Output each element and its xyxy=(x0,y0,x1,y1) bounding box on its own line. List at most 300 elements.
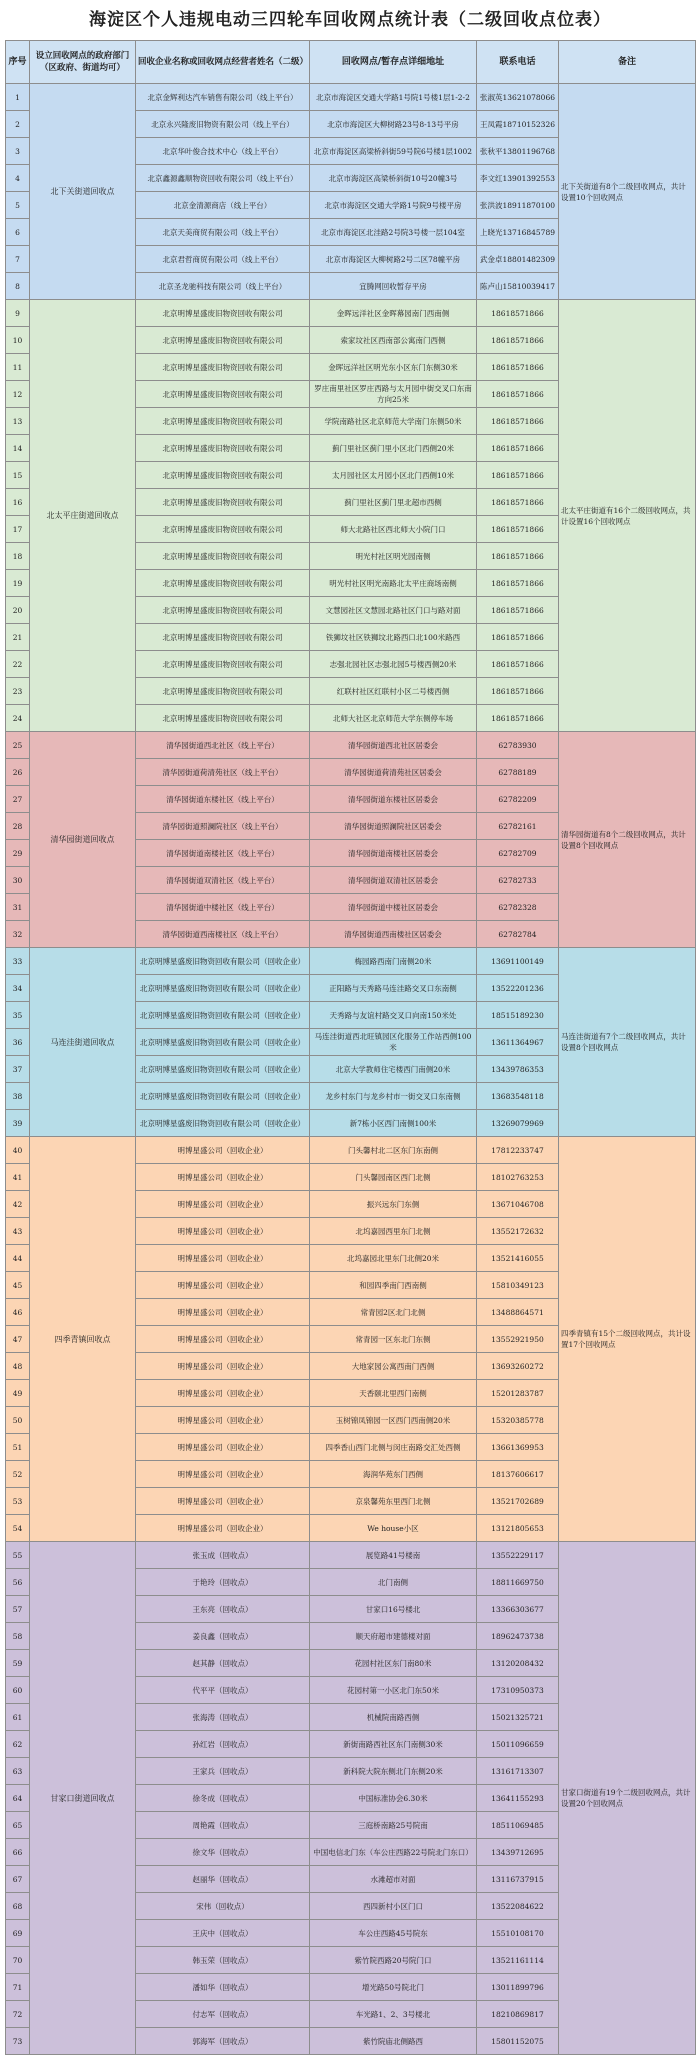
cell-seq: 7 xyxy=(6,246,30,273)
cell-dept: 北下关街道回收点 xyxy=(30,84,136,300)
cell-seq: 37 xyxy=(6,1056,30,1083)
cell-seq: 49 xyxy=(6,1380,30,1407)
cell-seq: 65 xyxy=(6,1812,30,1839)
cell-phone: 13521416055 xyxy=(477,1245,559,1272)
cell-company: 明博星盛公司（回收企业） xyxy=(136,1380,310,1407)
header-row xyxy=(6,41,696,84)
cell-company: 于艳玲（回收点） xyxy=(136,1569,310,1596)
header-address: 回收网点/暂存点详细地址 xyxy=(310,41,477,84)
cell-phone: 18515189230 xyxy=(477,1002,559,1029)
header-seq: 序号 xyxy=(6,41,30,84)
cell-seq: 70 xyxy=(6,1947,30,1974)
cell-phone: 13693260272 xyxy=(477,1353,559,1380)
cell-phone: 18210869817 xyxy=(477,2001,559,2028)
cell-address: 中国电信北门东（车公庄西路22号院北门东口） xyxy=(310,1839,477,1866)
cell-address: 甘家口16号楼北 xyxy=(310,1596,477,1623)
cell-seq: 36 xyxy=(6,1029,30,1056)
cell-company: 北京明博星盛废旧物资回收有限公司 xyxy=(136,435,310,462)
cell-seq: 8 xyxy=(6,273,30,300)
cell-remark: 清华园街道有8个二级回收网点，共计设置8个回收网点 xyxy=(559,732,696,948)
cell-address: 北京市海淀区高梁桥斜街10号20幢3号 xyxy=(310,165,477,192)
cell-seq: 59 xyxy=(6,1650,30,1677)
cell-phone: 15011096659 xyxy=(477,1731,559,1758)
cell-company: 清华园街道双清社区（线上平台） xyxy=(136,867,310,894)
cell-phone: 15021325721 xyxy=(477,1704,559,1731)
cell-company: 北京明博星盛废旧物资回收有限公司 xyxy=(136,381,310,408)
cell-phone: 18618571866 xyxy=(477,543,559,570)
cell-address: 正阳路与天秀路马连洼路交叉口东南侧 xyxy=(310,975,477,1002)
cell-company: 清华园街道南楼社区（线上平台） xyxy=(136,840,310,867)
cell-address: 增光路50号院北门 xyxy=(310,1974,477,2001)
cell-phone: 13269079969 xyxy=(477,1110,559,1137)
cell-seq: 34 xyxy=(6,975,30,1002)
cell-address: 北坞嘉园北里东门北侧20米 xyxy=(310,1245,477,1272)
cell-address: 北京市海淀区大柳树路2号二区78幢平房 xyxy=(310,246,477,273)
cell-phone: 13366303677 xyxy=(477,1596,559,1623)
cell-company: 北京金清源商店（线上平台） xyxy=(136,192,310,219)
cell-seq: 56 xyxy=(6,1569,30,1596)
cell-company: 北京明博星盛废旧物资回收有限公司 xyxy=(136,516,310,543)
cell-address: 花园村社区东门南80米 xyxy=(310,1650,477,1677)
cell-phone: 17310950373 xyxy=(477,1677,559,1704)
cell-address: 清华园街道西南楼社区居委会 xyxy=(310,921,477,948)
cell-seq: 69 xyxy=(6,1920,30,1947)
cell-seq: 3 xyxy=(6,138,30,165)
cell-seq: 32 xyxy=(6,921,30,948)
cell-address: 文慧园社区文慧园北路社区门口与路对面 xyxy=(310,597,477,624)
cell-company: 北京永兴隆废旧物资有限公司（线上平台） xyxy=(136,111,310,138)
cell-address: 常青园一区东北门东侧 xyxy=(310,1326,477,1353)
cell-remark: 甘家口街道有19个二级回收网点，共计设置20个回收网点 xyxy=(559,1542,696,2055)
cell-company: 北京圣龙驰科技有限公司（线上平台） xyxy=(136,273,310,300)
cell-address: 清华园街道南楼社区居委会 xyxy=(310,840,477,867)
cell-company: 明博星盛公司（回收企业） xyxy=(136,1353,310,1380)
cell-phone: 62782709 xyxy=(477,840,559,867)
cell-seq: 5 xyxy=(6,192,30,219)
cell-phone: 18962473738 xyxy=(477,1623,559,1650)
cell-company: 明博星盛公司（回收企业） xyxy=(136,1326,310,1353)
cell-address: 罗庄南里社区罗庄西路与太月园中街交叉口东南方向25米 xyxy=(310,381,477,408)
cell-phone: 15510108170 xyxy=(477,1920,559,1947)
cell-seq: 46 xyxy=(6,1299,30,1326)
cell-seq: 15 xyxy=(6,462,30,489)
cell-address: 北京市海淀区高梁桥斜街59号院6号楼1层1002 xyxy=(310,138,477,165)
cell-company: 北京明博星盛废旧物资回收有限公司 xyxy=(136,570,310,597)
cell-address: 紫竹院庙北侧路西 xyxy=(310,2028,477,2055)
cell-seq: 38 xyxy=(6,1083,30,1110)
cell-company: 清华园街道东楼社区（线上平台） xyxy=(136,786,310,813)
cell-seq: 68 xyxy=(6,1893,30,1920)
header-phone: 联系电话 xyxy=(477,41,559,84)
cell-phone: 张淑英13621078066 xyxy=(477,84,559,111)
cell-seq: 61 xyxy=(6,1704,30,1731)
cell-seq: 10 xyxy=(6,327,30,354)
cell-company: 明博星盛公司（回收企业） xyxy=(136,1434,310,1461)
cell-company: 清华园街道荷清苑社区（线上平台） xyxy=(136,759,310,786)
cell-phone: 62783930 xyxy=(477,732,559,759)
cell-address: 海润华苑东门西侧 xyxy=(310,1461,477,1488)
cell-address: 金晖远洋社区明光东小区东门东侧30米 xyxy=(310,354,477,381)
cell-phone: 13552229117 xyxy=(477,1542,559,1569)
cell-phone: 18618571866 xyxy=(477,327,559,354)
cell-dept: 清华园街道回收点 xyxy=(30,732,136,948)
cell-phone: 18618571866 xyxy=(477,408,559,435)
cell-seq: 60 xyxy=(6,1677,30,1704)
cell-company: 北京明博星盛废旧物资回收有限公司 xyxy=(136,462,310,489)
cell-phone: 张洪波18911870100 xyxy=(477,192,559,219)
cell-phone: 62782784 xyxy=(477,921,559,948)
cell-address: 门头馨村北二区东门东南侧 xyxy=(310,1137,477,1164)
cell-address: 新街南路西社区东门南侧30米 xyxy=(310,1731,477,1758)
cell-company: 张玉成（回收点） xyxy=(136,1542,310,1569)
cell-phone: 18618571866 xyxy=(477,624,559,651)
cell-seq: 52 xyxy=(6,1461,30,1488)
cell-phone: 62782733 xyxy=(477,867,559,894)
cell-address: 天秀路与友谊村路交叉口向南150米处 xyxy=(310,1002,477,1029)
cell-address: 金晖远洋社区金晖幕园南门西南侧 xyxy=(310,300,477,327)
cell-seq: 29 xyxy=(6,840,30,867)
table-row xyxy=(6,1542,696,1569)
cell-remark: 四季青镇有15个二级回收网点，共计设置17个回收网点 xyxy=(559,1137,696,1542)
cell-company: 明博星盛公司（回收企业） xyxy=(136,1299,310,1326)
cell-company: 张海涛（回收点） xyxy=(136,1704,310,1731)
cell-address: 清华园街道照澜院社区居委会 xyxy=(310,813,477,840)
cell-phone: 13671046708 xyxy=(477,1191,559,1218)
cell-phone: 李文红13901392553 xyxy=(477,165,559,192)
cell-seq: 40 xyxy=(6,1137,30,1164)
cell-seq: 23 xyxy=(6,678,30,705)
cell-seq: 51 xyxy=(6,1434,30,1461)
cell-address: 铁狮坟社区铁狮坟北路西口北100米路西 xyxy=(310,624,477,651)
cell-company: 徐文华（回收点） xyxy=(136,1839,310,1866)
cell-address: 师大北路社区西北师大小院门口 xyxy=(310,516,477,543)
cell-company: 北京明博星盛废旧物资回收有限公司（回收企业） xyxy=(136,1056,310,1083)
cell-seq: 20 xyxy=(6,597,30,624)
cell-phone: 18618571866 xyxy=(477,462,559,489)
cell-company: 明博星盛公司（回收企业） xyxy=(136,1245,310,1272)
cell-company: 北京鑫源鑫顺物资回收有限公司（线上平台） xyxy=(136,165,310,192)
header-dept: 设立回收网点的政府部门（区政府、街道均可） xyxy=(30,41,136,84)
cell-company: 北京明博星盛废旧物资回收有限公司（回收企业） xyxy=(136,948,310,975)
cell-phone: 13522201236 xyxy=(477,975,559,1002)
cell-company: 明博星盛公司（回收企业） xyxy=(136,1137,310,1164)
cell-address: 北京市海淀区交通大学路1号院1号楼1层1-2-2 xyxy=(310,84,477,111)
header-remark: 备注 xyxy=(559,41,696,84)
cell-phone: 18618571866 xyxy=(477,678,559,705)
cell-phone: 13641155293 xyxy=(477,1785,559,1812)
cell-address: 蓟门里社区蓟门里北超市西侧 xyxy=(310,489,477,516)
cell-phone: 17812233747 xyxy=(477,1137,559,1164)
cell-phone: 18102763253 xyxy=(477,1164,559,1191)
cell-phone: 18618571866 xyxy=(477,435,559,462)
cell-company: 北京明博星盛废旧物资回收有限公司 xyxy=(136,489,310,516)
cell-address: 车光路1、2、3号楼北 xyxy=(310,2001,477,2028)
cell-phone: 13611364967 xyxy=(477,1029,559,1056)
cell-seq: 2 xyxy=(6,111,30,138)
cell-seq: 1 xyxy=(6,84,30,111)
cell-address: 北师大社区北京师范大学东侧停车场 xyxy=(310,705,477,732)
cell-seq: 14 xyxy=(6,435,30,462)
cell-company: 清华园街道西北社区（线上平台） xyxy=(136,732,310,759)
cell-address: We house小区 xyxy=(310,1515,477,1542)
cell-address: 三庭桥南路25号院南 xyxy=(310,1812,477,1839)
cell-address: 西四新村小区门口 xyxy=(310,1893,477,1920)
cell-address: 北京市海淀区交通大学路1号院9号楼平房 xyxy=(310,192,477,219)
cell-company: 姜良鑫（回收点） xyxy=(136,1623,310,1650)
cell-company: 北京明博星盛废旧物资回收有限公司 xyxy=(136,543,310,570)
cell-address: 太月园社区太月园小区北门西侧10米 xyxy=(310,462,477,489)
cell-address: 明光村社区明光园南侧 xyxy=(310,543,477,570)
cell-seq: 21 xyxy=(6,624,30,651)
cell-company: 王庆中（回收点） xyxy=(136,1920,310,1947)
cell-phone: 13121805653 xyxy=(477,1515,559,1542)
cell-address: 大地家园公寓西南门西侧 xyxy=(310,1353,477,1380)
recycling-point-table xyxy=(5,40,696,2055)
cell-phone: 13439786353 xyxy=(477,1056,559,1083)
cell-phone: 62782161 xyxy=(477,813,559,840)
cell-phone: 13011899796 xyxy=(477,1974,559,2001)
cell-seq: 18 xyxy=(6,543,30,570)
cell-address: 北坞嘉园西里东门北侧 xyxy=(310,1218,477,1245)
cell-address: 玉树锦凤锦园一区西门西南侧20米 xyxy=(310,1407,477,1434)
cell-seq: 62 xyxy=(6,1731,30,1758)
cell-remark: 北太平庄街道有16个二级回收网点，共计设置16个回收网点 xyxy=(559,300,696,732)
cell-address: 和园四季南门西南侧 xyxy=(310,1272,477,1299)
cell-phone: 13488864571 xyxy=(477,1299,559,1326)
cell-company: 徐冬成（回收点） xyxy=(136,1785,310,1812)
cell-company: 郭海军（回收点） xyxy=(136,2028,310,2055)
cell-phone: 18618571866 xyxy=(477,489,559,516)
cell-phone: 武金卓18801482309 xyxy=(477,246,559,273)
table-row xyxy=(6,84,696,111)
cell-address: 清华园街道荷清苑社区居委会 xyxy=(310,759,477,786)
cell-company: 明博星盛公司（回收企业） xyxy=(136,1461,310,1488)
cell-address: 北京市海淀区大柳树路23号8-13号平房 xyxy=(310,111,477,138)
cell-phone: 15201283787 xyxy=(477,1380,559,1407)
cell-address: 清华园街道西北社区居委会 xyxy=(310,732,477,759)
cell-seq: 28 xyxy=(6,813,30,840)
cell-seq: 6 xyxy=(6,219,30,246)
cell-dept: 马连洼街道回收点 xyxy=(30,948,136,1137)
cell-seq: 41 xyxy=(6,1164,30,1191)
cell-phone: 18618571866 xyxy=(477,705,559,732)
cell-address: 水滩超市对面 xyxy=(310,1866,477,1893)
cell-seq: 42 xyxy=(6,1191,30,1218)
table-row xyxy=(6,300,696,327)
cell-company: 北京明博星盛废旧物资回收有限公司 xyxy=(136,408,310,435)
cell-company: 孙红岩（回收点） xyxy=(136,1731,310,1758)
cell-company: 清华园街道西南楼社区（线上平台） xyxy=(136,921,310,948)
cell-address: 新科院大院东侧北门东侧20米 xyxy=(310,1758,477,1785)
cell-seq: 73 xyxy=(6,2028,30,2055)
cell-address: 马连洼街道西北旺镇园区化服务工作站西侧100米 xyxy=(310,1029,477,1056)
cell-company: 北京明博星盛废旧物资回收有限公司 xyxy=(136,354,310,381)
cell-address: 清华园街道双清社区居委会 xyxy=(310,867,477,894)
cell-company: 北京君哲商贸有限公司（线上平台） xyxy=(136,246,310,273)
cell-phone: 13439712695 xyxy=(477,1839,559,1866)
cell-address: 展览路41号楼南 xyxy=(310,1542,477,1569)
cell-company: 北京明博星盛废旧物资回收有限公司（回收企业） xyxy=(136,1110,310,1137)
cell-seq: 55 xyxy=(6,1542,30,1569)
cell-seq: 58 xyxy=(6,1623,30,1650)
cell-company: 北京明博星盛废旧物资回收有限公司 xyxy=(136,300,310,327)
cell-seq: 25 xyxy=(6,732,30,759)
cell-company: 北京明博星盛废旧物资回收有限公司 xyxy=(136,624,310,651)
cell-phone: 62788189 xyxy=(477,759,559,786)
cell-address: 龙乡村东门与龙乡村市一街交叉口东南侧 xyxy=(310,1083,477,1110)
cell-seq: 47 xyxy=(6,1326,30,1353)
table-row xyxy=(6,1137,696,1164)
cell-address: 清华园街道东楼社区居委会 xyxy=(310,786,477,813)
cell-company: 北京金辉利达汽车销售有限公司（线上平台） xyxy=(136,84,310,111)
cell-seq: 30 xyxy=(6,867,30,894)
cell-seq: 66 xyxy=(6,1839,30,1866)
cell-seq: 31 xyxy=(6,894,30,921)
cell-address: 北门南侧 xyxy=(310,1569,477,1596)
cell-company: 王东亮（回收点） xyxy=(136,1596,310,1623)
cell-phone: 62782209 xyxy=(477,786,559,813)
cell-address: 红联村社区红联村小区二号楼西侧 xyxy=(310,678,477,705)
cell-company: 北京明博星盛废旧物资回收有限公司 xyxy=(136,678,310,705)
cell-company: 潘如华（回收点） xyxy=(136,1974,310,2001)
table-row xyxy=(6,948,696,975)
cell-company: 代平平（回收点） xyxy=(136,1677,310,1704)
cell-company: 北京明博星盛废旧物资回收有限公司 xyxy=(136,327,310,354)
cell-seq: 71 xyxy=(6,1974,30,2001)
cell-company: 赵丽华（回收点） xyxy=(136,1866,310,1893)
cell-company: 北京华叶俊合技术中心（线上平台） xyxy=(136,138,310,165)
cell-company: 付志军（回收点） xyxy=(136,2001,310,2028)
cell-company: 北京明博星盛废旧物资回收有限公司 xyxy=(136,651,310,678)
cell-address: 宜腾网回收暂存平房 xyxy=(310,273,477,300)
cell-phone: 18618571866 xyxy=(477,381,559,408)
cell-phone: 13552172632 xyxy=(477,1218,559,1245)
cell-phone: 13522084622 xyxy=(477,1893,559,1920)
cell-phone: 15320385778 xyxy=(477,1407,559,1434)
cell-phone: 13521702689 xyxy=(477,1488,559,1515)
cell-seq: 24 xyxy=(6,705,30,732)
cell-phone: 15801152075 xyxy=(477,2028,559,2055)
cell-address: 机械院南路西侧 xyxy=(310,1704,477,1731)
cell-dept: 甘家口街道回收点 xyxy=(30,1542,136,2055)
cell-phone: 18618571866 xyxy=(477,570,559,597)
cell-company: 韩玉荣（回收点） xyxy=(136,1947,310,1974)
cell-address: 中国标准协会6.30米 xyxy=(310,1785,477,1812)
cell-company: 北京明博星盛废旧物资回收有限公司（回收企业） xyxy=(136,1083,310,1110)
header-company: 回收企业名称或回收网点经营者姓名（二级） xyxy=(136,41,310,84)
cell-seq: 67 xyxy=(6,1866,30,1893)
cell-address: 蓟门里社区蓟门里小区北门西侧20米 xyxy=(310,435,477,462)
cell-address: 索家坟社区西南部公寓南门西侧 xyxy=(310,327,477,354)
cell-remark: 北下关街道有8个二级回收网点，共计设置10个回收网点 xyxy=(559,84,696,300)
cell-seq: 22 xyxy=(6,651,30,678)
cell-seq: 72 xyxy=(6,2001,30,2028)
cell-phone: 62782328 xyxy=(477,894,559,921)
cell-company: 北京明博星盛废旧物资回收有限公司（回收企业） xyxy=(136,975,310,1002)
cell-seq: 50 xyxy=(6,1407,30,1434)
cell-seq: 9 xyxy=(6,300,30,327)
cell-company: 清华园街道照澜院社区（线上平台） xyxy=(136,813,310,840)
cell-seq: 57 xyxy=(6,1596,30,1623)
cell-company: 赵其静（回收点） xyxy=(136,1650,310,1677)
cell-company: 宋伟（回收点） xyxy=(136,1893,310,1920)
cell-company: 明博星盛公司（回收企业） xyxy=(136,1407,310,1434)
cell-seq: 39 xyxy=(6,1110,30,1137)
cell-phone: 18618571866 xyxy=(477,354,559,381)
cell-phone: 18618571866 xyxy=(477,651,559,678)
cell-phone: 18137606617 xyxy=(477,1461,559,1488)
cell-phone: 13691100149 xyxy=(477,948,559,975)
cell-seq: 12 xyxy=(6,381,30,408)
cell-seq: 19 xyxy=(6,570,30,597)
cell-seq: 44 xyxy=(6,1245,30,1272)
cell-seq: 13 xyxy=(6,408,30,435)
cell-address: 天香颐北里西门南侧 xyxy=(310,1380,477,1407)
cell-company: 北京明博星盛废旧物资回收有限公司 xyxy=(136,597,310,624)
cell-phone: 13161713307 xyxy=(477,1758,559,1785)
cell-address: 明光村社区明光南路北太平庄商场南侧 xyxy=(310,570,477,597)
cell-seq: 26 xyxy=(6,759,30,786)
page-title: 海淀区个人违规电动三四轮车回收网点统计表（二级回收点位表） xyxy=(89,10,611,30)
cell-phone: 13661369953 xyxy=(477,1434,559,1461)
cell-seq: 64 xyxy=(6,1785,30,1812)
cell-seq: 63 xyxy=(6,1758,30,1785)
cell-company: 周艳霞（回收点） xyxy=(136,1812,310,1839)
cell-company: 北京明博星盛废旧物资回收有限公司（回收企业） xyxy=(136,1029,310,1056)
cell-address: 花园村第一小区北门东50米 xyxy=(310,1677,477,1704)
cell-seq: 16 xyxy=(6,489,30,516)
cell-phone: 18811669750 xyxy=(477,1569,559,1596)
cell-phone: 13116737915 xyxy=(477,1866,559,1893)
cell-phone: 15810349123 xyxy=(477,1272,559,1299)
cell-address: 门头馨园南区西门北侧 xyxy=(310,1164,477,1191)
cell-address: 车公庄西路45号院东 xyxy=(310,1920,477,1947)
cell-address: 紫竹院西路20号院门口 xyxy=(310,1947,477,1974)
cell-phone: 王凤霞18710152326 xyxy=(477,111,559,138)
cell-company: 北京明博星盛废旧物资回收有限公司（回收企业） xyxy=(136,1002,310,1029)
cell-phone: 13683548118 xyxy=(477,1083,559,1110)
cell-company: 明博星盛公司（回收企业） xyxy=(136,1515,310,1542)
cell-phone: 18618571866 xyxy=(477,597,559,624)
cell-company: 北京明博星盛废旧物资回收有限公司 xyxy=(136,705,310,732)
cell-dept: 四季青镇回收点 xyxy=(30,1137,136,1542)
cell-address: 北京大学教师住宅楼西门南侧20米 xyxy=(310,1056,477,1083)
cell-phone: 18511069485 xyxy=(477,1812,559,1839)
cell-address: 新7栋小区西门南侧100米 xyxy=(310,1110,477,1137)
cell-seq: 11 xyxy=(6,354,30,381)
cell-address: 四季香山西门北侧与闵庄南路交汇处西侧 xyxy=(310,1434,477,1461)
cell-phone: 18618571866 xyxy=(477,300,559,327)
cell-seq: 17 xyxy=(6,516,30,543)
cell-seq: 54 xyxy=(6,1515,30,1542)
cell-company: 明博星盛公司（回收企业） xyxy=(136,1272,310,1299)
cell-seq: 48 xyxy=(6,1353,30,1380)
cell-address: 清华园街道中楼社区居委会 xyxy=(310,894,477,921)
cell-dept: 北太平庄街道回收点 xyxy=(30,300,136,732)
cell-seq: 27 xyxy=(6,786,30,813)
table-body xyxy=(6,84,696,2055)
cell-seq: 53 xyxy=(6,1488,30,1515)
cell-address: 振兴远东门东侧 xyxy=(310,1191,477,1218)
cell-seq: 33 xyxy=(6,948,30,975)
cell-company: 北京天美商贸有限公司（线上平台） xyxy=(136,219,310,246)
cell-address: 顺天府超市建德楼对面 xyxy=(310,1623,477,1650)
cell-company: 明博星盛公司（回收企业） xyxy=(136,1488,310,1515)
cell-remark: 马连洼街道有7个二级回收网点，共计设置8个回收网点 xyxy=(559,948,696,1137)
cell-company: 明博星盛公司（回收企业） xyxy=(136,1191,310,1218)
cell-address: 常青园2区北门北侧 xyxy=(310,1299,477,1326)
cell-phone: 13552921950 xyxy=(477,1326,559,1353)
